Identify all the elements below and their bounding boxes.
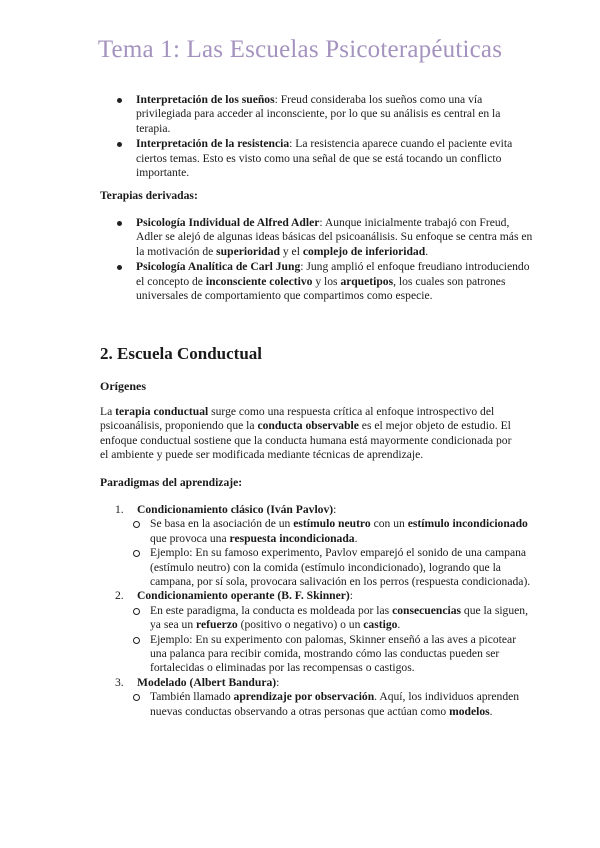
list-item [115, 216, 535, 259]
sublist [115, 690, 535, 719]
text-run: . [354, 531, 358, 545]
text-run: : Jung amplió el enfoque freudiano introduciendo el concepto de [136, 260, 530, 288]
bold-run: superioridad [216, 244, 280, 258]
item-number: 2. [115, 589, 124, 603]
circle-bullet-icon [133, 608, 140, 615]
text-run: : Aunque inicialmente trabajó con Freud, Adler se alejó de algunas ideas básicas del psicoanálisis. Su enfoque se centra más en la motivación de [136, 216, 533, 258]
text-run: Ejemplo: En su experimento con palomas, Skinner enseñó a las aves a picotear una palanca para recibir comida, mostrando cómo las conductas pueden ser fortalecidas o eliminadas por las recompensas o castigos. [150, 632, 517, 675]
item-title: Condicionamiento clásico (Iván Pavlov) [137, 503, 334, 516]
section-heading: 2. Escuela Conductual [100, 344, 262, 363]
text-run: y el [279, 244, 303, 258]
bullet-term: Interpretación de los sueños [136, 93, 275, 106]
text-run: y los [312, 274, 341, 288]
text-run: que provoca una [150, 531, 230, 545]
text-run: La [100, 405, 116, 418]
text-run: es el mejor objeto de estudio. El enfoque conductual sostiene que la conducta humana está mayormente condicionada por el ambiente y puede ser modificada mediante técnicas de aprendizaje. [100, 419, 512, 462]
bold-run: inconsciente colectivo [205, 274, 313, 288]
text-run: . Aquí, los individuos aprenden nuevas conductas observando a otras personas que actúan como [150, 690, 520, 718]
text-run: En este paradigma, la conducta es moldeada por las [150, 603, 393, 617]
bold-run: conducta observable [257, 419, 359, 433]
circle-bullet-icon [133, 694, 140, 701]
bullet-icon [117, 142, 122, 147]
sublist [115, 517, 535, 589]
bold-run: aprendizaje por observación [233, 690, 375, 704]
circle-bullet-icon [133, 521, 140, 528]
text-run: . [489, 704, 493, 718]
sublist-item [115, 633, 535, 676]
document-title: Tema 1: Las Escuelas Psicoterapéuticas [97, 36, 503, 63]
sublist-item [115, 604, 535, 633]
bold-run: complejo de inferioridad [302, 244, 426, 258]
sublist-item [115, 546, 535, 589]
list-item [115, 137, 535, 180]
list-item: 3. Modelado (Albert Bandura): También llamado aprendizaje por observación. Aquí, los individuos aprenden nuevas conductas observando a otras personas que actúan como modelos. [115, 676, 535, 719]
bullet-icon [117, 265, 122, 270]
list-item: 2. Condicionamiento operante (B. F. Skinner): En este paradigma, la conducta es moldeada por las consecuencias que la siguen, ya sea un refuerzo (positivo o negativo) o un castigo. Ejemplo: En su experimento con palomas, Skinner enseñó a las aves a picotear una palanca para recibir comida, mostrando cómo las conductas pueden ser fortalecidas o eliminadas por las recompensas o castigos. [115, 589, 535, 675]
item-title: Condicionamiento operante (B. F. Skinner) [137, 589, 350, 603]
sublist-item [115, 517, 535, 546]
bold-run: arquetipos [340, 274, 394, 288]
text-run: con un [370, 517, 408, 531]
circle-bullet-icon [133, 637, 140, 644]
bullet-icon [117, 98, 122, 103]
text-run: que la siguen, ya sea un [150, 603, 528, 632]
paradigmas-heading: Paradigmas del aprendizaje: [100, 476, 243, 489]
bold-run: consecuencias [392, 603, 462, 617]
text-run: . [425, 244, 429, 258]
subsection-heading: Orígenes [100, 379, 146, 393]
bold-run: refuerzo [196, 618, 238, 632]
text-run: Ejemplo: En su famoso experimento, Pavlov emparejó el sonido de una campana (estímulo neutro) con la comida (estímulo incondicionado), logrando que la campana, por sí sola, provocara salivación en los perros (respuesta condicionada). [150, 546, 531, 589]
text-run: surge como una respuesta crítica al enfoque introspectivo del psicoanálisis, proponiendo que la [100, 405, 495, 433]
text-run: También llamado [150, 690, 234, 704]
item-title: Modelado (Albert Bandura) [137, 675, 277, 689]
bold-run: modelos [449, 704, 490, 718]
bullet-list-terapias [115, 216, 535, 304]
bullet-icon [117, 221, 122, 226]
bullet-term: Psicología Individual de Alfred Adler [136, 216, 320, 229]
sublist-item [115, 690, 535, 719]
item-number: 3. [115, 675, 124, 689]
bold-run: estímulo neutro [293, 517, 371, 531]
bullet-term: Interpretación de la resistencia [136, 137, 290, 151]
bullet-text: : Freud consideraba los sueños como una vía privilegiada para acceder al inconsciente, por lo que su análisis es central en la terapia. [136, 93, 501, 135]
item-number: 1. [115, 503, 124, 516]
bold-run: respuesta incondicionada [229, 531, 355, 545]
bullet-list-top [115, 93, 535, 181]
sublist [115, 604, 535, 676]
text-run: (positivo o negativo) o un [237, 618, 364, 632]
text-run: , los cuales son patrones universales de comportamiento que compartimos como especie. [136, 274, 506, 303]
list-item [115, 260, 535, 303]
bold-run: castigo [363, 618, 398, 632]
bold-run: terapia conductual [115, 405, 209, 418]
list-item [115, 93, 535, 136]
circle-bullet-icon [133, 550, 140, 557]
list-item: 1. Condicionamiento clásico (Iván Pavlov): Se basa en la asociación de un estímulo neutro con un estímulo incondicionado que provoca una respuesta incondicionada. Ejemplo: En su famoso experimento, Pavlov emparejó el sonido de una campana (estímulo neutro) con la comida (estímulo incondicionado), logrando que la campana, por sí sola, provocara salivación en los perros (respuesta condicionada). [115, 503, 535, 589]
terapias-heading: Terapias derivadas: [100, 189, 198, 202]
text-run: . [397, 618, 401, 632]
numbered-list [115, 503, 535, 719]
bold-run: estímulo incondicionado [407, 517, 528, 531]
text-run: Se basa en la asociación de un [150, 517, 294, 531]
paragraph [100, 405, 520, 463]
bullet-term: Psicología Analítica de Carl Jung [136, 260, 301, 274]
bullet-text: : La resistencia aparece cuando el paciente evita ciertos temas. Esto es visto como una señal de que se está tocando un conflicto importante. [136, 137, 513, 180]
